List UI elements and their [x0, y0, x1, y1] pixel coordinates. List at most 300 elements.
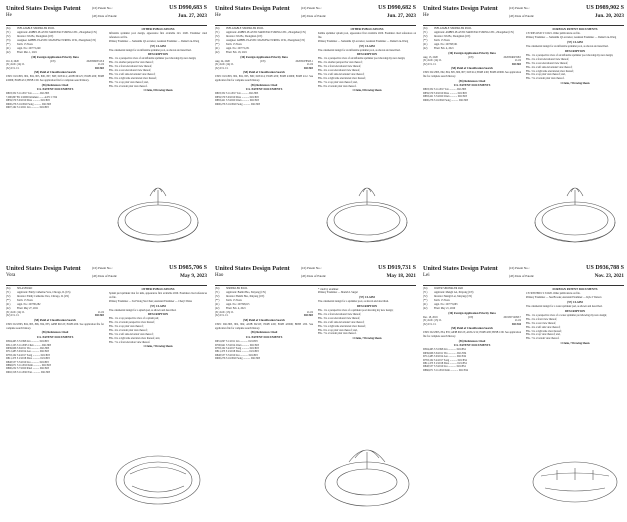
figure-description: FIG. 1 is a perspective view of an inflatable sprinkler pool showing my new design;	[318, 57, 406, 61]
left-column	[215, 287, 313, 515]
description-heading: DESCRIPTION	[356, 52, 378, 57]
us-patent-docs-heading: U.S. PATENT DOCUMENTS	[245, 87, 283, 92]
field-code: (22)	[215, 307, 220, 310]
bib-field	[423, 299, 521, 302]
field-code: (71)	[6, 31, 11, 34]
patent-date-label: (45) Date of Patent:	[92, 274, 118, 278]
field-text: SPRINKLER POOL	[226, 287, 248, 290]
claim-heading: (57) CLAIM	[567, 40, 583, 45]
figure-description: FIG. 7 is a front elevation view thereof.	[109, 340, 151, 344]
patent-title: United States Design Patent	[6, 5, 81, 12]
figure-description: FIG. 6 is a right side elevational view thereof;	[109, 76, 157, 80]
figure-description: FIG. 5 is a left side elevation view thereof;	[109, 332, 154, 336]
left-column	[6, 287, 104, 515]
us-class-value: D21/803	[94, 66, 104, 70]
field-code: (**)	[423, 299, 428, 302]
bib-field	[6, 307, 104, 310]
field-code: (71)	[6, 291, 11, 294]
bib-field	[423, 307, 521, 310]
claim-heading: (57) CLAIM	[567, 300, 583, 305]
search-text: USPC D21/803, 834, 835; A63B 69/125; A63G 9/12; E04H 4/00; B05B 1/00. See application file for complete search history.	[423, 331, 521, 338]
patent-number-label: (10) Patent No.:	[92, 6, 113, 10]
pool-wall	[535, 222, 615, 242]
field-text: Appl. No.: 29/780,282	[17, 303, 41, 306]
left-column	[423, 27, 521, 255]
bib-field	[215, 303, 313, 306]
priority-cell: 202030478563.1	[295, 59, 313, 63]
other-publications-heading: FOREIGN PATENT DOCUMENTS	[552, 287, 598, 292]
pool-inner-ring	[125, 205, 191, 235]
loc-label: (51) LOC (13) Cl.	[215, 311, 234, 314]
patent-date: May 9, 2023	[180, 273, 207, 279]
us-patent-docs-heading: U.S. PATENT DOCUMENTS	[453, 343, 491, 348]
pad-outline	[116, 456, 200, 504]
patent-number-label: (10) Patent No.:	[92, 266, 113, 270]
patent-date-label: (45) Date of Patent:	[92, 14, 118, 18]
patent-number: US D985,706 S	[169, 265, 207, 271]
field-code: (54)	[6, 27, 11, 30]
claim-heading: (57) CLAIM	[150, 303, 166, 308]
field-text: Inventor: Bambi Hao, Xinyang (CN)	[226, 295, 265, 298]
figure-description: FIG. 5 is a left side elevational view thereof;	[109, 72, 156, 76]
field-code: (22)	[6, 51, 11, 54]
us-class-value: D21/803	[303, 314, 313, 318]
figure-description: FIG. 2 is a front view thereof;	[526, 317, 558, 321]
references-heading: (56) References Cited	[41, 82, 69, 87]
search-text: USPC D21/803, 802, 804; A63B 69/125; E04H 4/00; E04H 4/0006; B05B 1/00. See application file for complete search history.	[215, 323, 313, 330]
right-column	[526, 27, 624, 177]
references-heading: (56) References Cited	[250, 82, 278, 87]
figure-description: FIG. 6 is a right side elevation view thereof; and,	[109, 336, 160, 340]
reference-row: D900,276 S 10/2020 Song ........... D21/803	[423, 98, 469, 102]
patent-date-label: (45) Date of Patent:	[509, 274, 535, 278]
patent-number: US D990,683 S	[169, 5, 207, 11]
figure-description: FIG. 1 is a top perspective view of a splash pad;	[109, 317, 159, 321]
patent-date-label: (45) Date of Patent:	[301, 14, 327, 18]
field-text: Appl. No.: 29/768,501	[434, 43, 458, 46]
reference-row: D803,352 S 11/2017 Lin ........... D21/803	[423, 88, 467, 92]
patent-number: US D919,731 S	[378, 265, 416, 271]
reference-row: D394,465 S 5/1998 Lin ............ D21/834	[423, 348, 466, 352]
field-code: (**)	[6, 299, 11, 302]
field-text: Appl. No.: 29/772,251	[226, 47, 250, 50]
bib-field	[215, 47, 313, 50]
claims-sheets-count: 1 Claim, 7 Drawing Sheets	[560, 341, 590, 345]
reference-row: D866,671 S 11/2019 Kim ............ D21/803	[6, 364, 51, 368]
search-heading: (58) Field of Classification Search	[34, 70, 76, 75]
field-text: Filed: Feb. 18, 2021	[226, 51, 247, 54]
figure-description: FIG. 2 is another perspective view thereof;	[109, 61, 154, 65]
priority-heading: (30) Foreign Application Priority Data	[240, 54, 288, 59]
other-publications-text: CN 305678901 S 3/2020. Other publications on file.	[526, 292, 581, 296]
field-code: (**)	[423, 39, 428, 42]
patent-date-label: (45) Date of Patent:	[301, 274, 327, 278]
claim-heading: (57) CLAIM	[150, 43, 166, 48]
patent-number-label: (10) Patent No.:	[509, 6, 530, 10]
description-heading: DESCRIPTION	[147, 52, 169, 57]
other-publications-text: Splash pad sprinkler mat for kids, appearance first available 2020. Examiner cited references on file.	[109, 292, 207, 299]
priority-cell: Dec. 18, 2019	[423, 315, 438, 319]
figure-description: FIG. 1 is a perspective view of a sprinkler pool showing my new design;	[318, 309, 394, 312]
pad-inner-outline	[124, 462, 192, 498]
figure-description: FIG. 5 is a right side elevational view thereof;	[318, 324, 366, 328]
bib-field	[215, 287, 313, 290]
pool-wall	[327, 222, 407, 242]
figure-description: FIG. 4 is a bottom plan view thereof;	[109, 329, 148, 333]
patent-page	[421, 2, 626, 260]
claims-sheets-count: 1 Claim, 7 Drawing Sheets	[560, 81, 590, 85]
bib-field	[215, 299, 313, 302]
figure-description: FIG. 5 is a right side elevational view thereof;	[526, 69, 574, 73]
field-text: INFLATABLE SPRINKLER POOL	[226, 27, 264, 30]
search-text: USPC D21/803, 802, 804, 805, 806; D23/214; E04H 4/00; E04H 4/0006; E04H 4/12. See application file for complete search history.	[215, 75, 313, 82]
other-publications-heading: OTHER PUBLICATIONS	[141, 27, 175, 32]
us-patent-docs-heading: U.S. PATENT DOCUMENTS	[245, 335, 283, 340]
priority-heading: (30) Foreign Application Priority Data	[31, 54, 79, 59]
examiner-text: Primary Examiner — Samantha Q Lawrence; Assistant Examiner — Daniel Liu-Wong	[318, 39, 409, 43]
figure-description: FIG. 4 is a rear elevational view thereof;	[318, 69, 361, 73]
field-code: (**)	[215, 43, 220, 46]
patent-date: Nov. 23, 2021	[594, 273, 624, 279]
bib-field	[215, 51, 313, 54]
reference-row: D900,276 S 10/2020 Song ........... D21/803	[215, 102, 261, 106]
reference-row: D783,102 S 4/2017 Song ........... D21/803	[215, 347, 259, 351]
bib-field	[6, 39, 104, 42]
bib-field	[215, 39, 313, 42]
figure-description: FIG. 2 is another perspective view thereof;	[318, 61, 363, 65]
priority-cell: (CN)	[259, 59, 266, 63]
us-class-label: (52) U.S. Cl.	[215, 314, 229, 318]
field-text: Applicant: AMBEL PLASTIC MANUFACTURING LTD., Zhongshan (CN)	[226, 31, 306, 34]
field-code: (**)	[215, 299, 220, 302]
bib-field	[423, 295, 521, 298]
field-text: Inventor: Wu He, Zhongshan (CN)	[17, 35, 54, 38]
bib-field	[423, 291, 521, 294]
pool-drawing	[110, 440, 206, 516]
sprinkler-arc	[349, 450, 385, 469]
figure-description: FIG. 6 is a right side elevational view thereof;	[318, 76, 366, 80]
loc-value: 21-02	[97, 311, 104, 314]
claim-text: The ornamental design for a splash pad, as shown and described.	[109, 308, 177, 312]
right-column	[526, 287, 624, 437]
field-text: Appl. No.: 29/775,663	[434, 303, 458, 306]
pool-drawing	[527, 440, 623, 516]
field-text: WATER SPRINKLER PAD	[434, 287, 464, 290]
claim-text: The ornamental design for an inflatable sprinkler pool, as shown and described.	[109, 48, 192, 52]
field-code: (72)	[215, 35, 220, 38]
claims-sheets-count: 1 Claim, 7 Drawing Sheets	[352, 337, 382, 341]
patent-number: US D990,682 S	[378, 5, 416, 11]
right-column	[318, 27, 416, 177]
reference-row: D712,485 S 9/2014 Lee ............ D21/834	[423, 355, 466, 359]
inventor-name: Hao	[215, 273, 224, 278]
bib-field	[6, 299, 104, 302]
priority-heading: (30) Foreign Application Priority Data	[448, 50, 496, 55]
other-publications-heading: OTHER PUBLICATIONS	[350, 27, 384, 32]
reference-row: D848,557 S 5/2019 Liu ............ D21/803	[215, 353, 258, 357]
field-code: (54)	[215, 27, 220, 30]
pool-wall	[118, 222, 198, 242]
field-code: (54)	[423, 287, 428, 290]
description-heading: DESCRIPTION	[564, 48, 586, 53]
claim-heading: (57) CLAIM	[359, 43, 375, 48]
bib-field	[6, 31, 104, 34]
pool-drawing	[319, 180, 415, 256]
field-code: (72)	[6, 295, 11, 298]
field-code: (71)	[423, 291, 428, 294]
field-code: (54)	[215, 287, 220, 290]
pool-drawing	[110, 180, 206, 256]
reference-row: D902,318 S 11/2020 Tan ............ D21/803	[6, 370, 51, 374]
field-code: (71)	[215, 291, 220, 294]
reference-row: D907,162 S 1/2021 Lin ............ D21/803	[6, 106, 49, 110]
references-heading: (56) References Cited	[458, 338, 486, 343]
us-class-label: (52) U.S. Cl.	[6, 66, 20, 70]
field-text: Applicant: AMBEL PLASTIC MANUFACTURING LTD., Zhongshan (CN)	[434, 31, 514, 34]
other-publications-text: * cited by examiner	[318, 287, 339, 291]
reference-row: D848,557 S 5/2019 Liu ............ D21/803	[6, 360, 49, 364]
figure-description: FIG. 8 is a bottom plan view thereof.	[109, 84, 148, 88]
reference-row: D639,906 S 6/2011 Wu ............. D21/803	[6, 347, 50, 351]
loc-value: 21-02	[514, 59, 521, 63]
other-publications-text: Inflatable sprinkler pool design, appearance first available Oct. 2020. Examiner cited references on file.	[109, 32, 207, 39]
reference-row: D394,465 S 5/1998 Lin ............ D21/803	[6, 340, 49, 344]
pool-inner-ring	[542, 205, 608, 235]
field-code: (72)	[423, 35, 428, 38]
other-publications-text: CN 306512345 S 5/2021. Other publications on file.	[526, 32, 581, 36]
field-text: Applicant: Bambi Hao, Xinyang (CN)	[226, 291, 266, 294]
field-text: Applicant: Emily Catherine Vora, Chicago, IL (US)	[17, 291, 71, 294]
field-text: Filed: May 21, 2020	[434, 307, 456, 310]
patent-page	[4, 262, 209, 520]
field-text: Inventor: Emily Catherine Vora, Chicago, IL (US)	[17, 295, 69, 298]
examiner-text: Primary Examiner — Sue Brooks; Assistant Examiner — Kyle J Watson	[526, 296, 602, 300]
field-text: Inventor: Wu He, Zhongshan (CN)	[434, 35, 471, 38]
reference-row: D883,421 S 5/2020 Chen ........... D21/803	[423, 95, 467, 99]
priority-cell: Aug. 24, 2020	[215, 59, 230, 63]
field-code: (72)	[215, 295, 220, 298]
field-text: Appl. No.: 29/772,249	[17, 47, 41, 50]
figure-description: FIG. 7 is a top plan view thereof; and,	[109, 80, 149, 84]
right-column	[318, 287, 416, 437]
bib-field	[423, 47, 521, 50]
field-code: (21)	[6, 303, 11, 306]
patent-header	[215, 265, 416, 286]
loc-label: (51) LOC (14) Cl.	[6, 311, 25, 314]
left-column	[215, 27, 313, 255]
us-class-value: D21/834	[511, 322, 521, 326]
figure-description: FIG. 5 is a right side view thereof;	[526, 329, 562, 333]
field-text: Filed: Feb. 4, 2021	[226, 307, 246, 310]
priority-cell: Oct. 9, 2020	[6, 59, 19, 63]
patent-page	[213, 2, 418, 260]
figure-description: FIG. 3 is a rear view thereof;	[526, 321, 557, 325]
claims-sheets-count: 1 Claim, 8 Drawing Sheets	[143, 89, 173, 93]
us-class-value: D21/803	[94, 314, 104, 318]
figure-description: FIG. 8 is a bottom plan view thereof.	[318, 84, 357, 88]
loc-label: (51) LOC (14) Cl.	[6, 63, 25, 67]
search-heading: (58) Field of Classification Search	[34, 318, 76, 323]
field-text: Assignee: AMBEL PLASTIC MANUFACTURING LTD., Zhongshan (CN)	[226, 39, 306, 42]
field-text: Term: 15 Years	[434, 39, 450, 42]
description-heading: DESCRIPTION	[356, 304, 378, 308]
references-heading: (56) References Cited	[41, 330, 69, 335]
patent-page	[4, 2, 209, 260]
us-class-label: (52) U.S. Cl.	[423, 62, 437, 66]
pool-inner-ring	[334, 205, 400, 235]
claim-text: The ornamental design for an inflatable sprinkler pool, as shown and described.	[318, 48, 401, 52]
reference-row: D783,102 S 4/2017 Song ........... D21/803	[6, 353, 50, 357]
patent-header	[423, 5, 624, 26]
reference-row: D811,473 S 2/2018 Zhao ........... D21/803	[215, 350, 259, 354]
claims-sheets-count: 1 Claim, 8 Drawing Sheets	[352, 89, 382, 93]
claim-text: The ornamental design for a water sprinkler pad, as shown and described.	[526, 305, 603, 309]
left-column	[423, 287, 521, 515]
reference-row: D866,671 S 11/2019 Kim ............ D21/834	[423, 368, 468, 372]
reference-row: D859,579 S 9/2019 Zhao ........... D21/803	[215, 95, 259, 99]
references-heading: (56) References Cited	[458, 78, 486, 83]
reference-row: D811,473 S 2/2018 Zhao ........... D21/834	[423, 362, 467, 366]
field-text: Term: 15 Years	[434, 299, 450, 302]
field-text: Applicant: AMBEL PLASTIC MANUFACTURING LTD., Zhongshan (CN)	[17, 31, 97, 34]
field-text: Term: 15 Years	[226, 299, 242, 302]
us-patent-docs-heading: U.S. PATENT DOCUMENTS	[36, 335, 74, 340]
patent-header	[423, 265, 624, 286]
sprinkler-jets	[557, 468, 593, 480]
loc-value: 21-02	[306, 311, 313, 314]
bib-field	[6, 303, 104, 306]
reference-row: D859,579 S 9/2019 Zhao ........... D21/803	[6, 99, 50, 103]
figure-description: FIG. 1 is a perspective view of an inflatable sprinkler pool showing my new design;	[526, 53, 614, 57]
search-text: USPC D21/803, 804, 805, 806, 834, 835; A63B 69/125; E04H 4/00. See application file for complete search history.	[6, 323, 104, 330]
inventor-name: He	[215, 13, 221, 18]
bib-field	[6, 35, 104, 38]
reference-row: D783,102 S 4/2017 Song ........... D21/834	[423, 358, 467, 362]
us-class-value: D21/803	[303, 66, 313, 70]
priority-cell: 202030605313.6	[86, 59, 104, 63]
figure-description: FIG. 4 is a rear elevational view thereof;	[109, 69, 152, 73]
bib-field	[423, 27, 521, 30]
loc-value: 21-02	[306, 63, 313, 67]
figure-description: FIG. 3 is a rear elevational view thereof;	[526, 61, 569, 65]
field-text: Term: 15 Years	[17, 43, 33, 46]
figure-description: FIG. 5 is a left side elevational view thereof;	[318, 72, 365, 76]
bib-field	[6, 43, 104, 46]
field-code: (21)	[6, 47, 11, 50]
field-text: Applicant: Mengli Lei, Xinyang (CN)	[434, 291, 474, 294]
bib-field	[423, 287, 521, 290]
claim-heading: (57) CLAIM	[359, 295, 375, 300]
patent-date-label: (45) Date of Patent:	[509, 14, 535, 18]
reference-row: D803,352 S 11/2017 Lin ........... D21/803	[215, 92, 259, 96]
reference-row: D512,105 S 11/2005 Chen ........... D21/803	[6, 343, 52, 347]
examiner-text: Primary Examiner — Samantha Q Lawrence; Assistant Examiner — Daniel Liu-Wong	[109, 39, 200, 43]
pad-pattern	[130, 467, 186, 492]
inventor-name: He	[423, 13, 429, 18]
bib-field	[423, 35, 521, 38]
bib-field	[6, 287, 104, 290]
figure-description: FIG. 7 is a bottom view thereof.	[526, 337, 560, 341]
reference-row: 7,000,867 B1 2/2006 Delamere ....... A47C 17/64	[6, 95, 58, 99]
bib-field	[215, 307, 313, 310]
field-text: Inventor: Mengli Lei, Xinyang (CN)	[434, 295, 472, 298]
loc-value: 21-02	[97, 63, 104, 67]
field-code: (22)	[423, 47, 428, 50]
references-heading: (56) References Cited	[250, 330, 278, 335]
pool-drawing	[319, 440, 415, 516]
field-text: Term: 15 Years	[17, 299, 33, 302]
bib-field	[215, 35, 313, 38]
figure-description: FIG. 4 is a left side elevational view thereof;	[526, 65, 573, 69]
reference-row: D700,941 S 3/2014 Chen ........... D21/803	[215, 343, 259, 347]
field-code: (21)	[215, 47, 220, 50]
figure-description: FIG. 4 is a left side elevational view thereof;	[318, 320, 365, 324]
field-code: (73)	[215, 39, 220, 42]
reference-row: D631,097 S 1/2011 Lin ............ D21/803	[215, 340, 258, 344]
patent-header	[6, 265, 207, 286]
us-class-label: (52) U.S. Cl.	[423, 322, 437, 326]
bib-field	[215, 291, 313, 294]
field-text: Inventor: Wu He, Zhongshan (CN)	[226, 35, 263, 38]
field-code: (22)	[423, 307, 428, 310]
figure-description: FIG. 6 is a top view thereof; and,	[526, 333, 561, 337]
search-heading: (58) Field of Classification Search	[243, 70, 285, 75]
loc-label: (51) LOC (14) Cl.	[423, 59, 442, 63]
patent-header	[215, 5, 416, 26]
figure-description: FIG. 7 is a top plan view thereof; and,	[318, 80, 358, 84]
inventor-name: He	[6, 13, 12, 18]
loc-value: 21-02	[514, 319, 521, 323]
field-code: (21)	[423, 303, 428, 306]
bib-field	[215, 43, 313, 46]
patent-title: United States Design Patent	[215, 265, 290, 272]
field-text: INFLATABLE SPRINKLER POOL	[17, 27, 55, 30]
description-heading: DESCRIPTION	[564, 308, 586, 313]
reference-row: D712,485 S 9/2014 Lee ............ D21/803	[6, 350, 49, 354]
us-patent-docs-heading: U.S. PATENT DOCUMENTS	[453, 83, 491, 88]
left-column	[6, 27, 104, 255]
other-publications-heading: FOREIGN PATENT DOCUMENTS	[552, 27, 598, 32]
field-code: (21)	[423, 43, 428, 46]
examiner-text: Primary Examiner — Samantha Q Lawrence; Assistant Examiner — Daniel Liu-Wong	[526, 36, 617, 40]
reference-row: D900,276 S 10/2020 Song ........... D21/803	[215, 357, 261, 361]
reference-row: D883,421 S 5/2020 Chen ........... D21/803	[215, 99, 259, 103]
inventor-name: Vora	[6, 273, 16, 278]
patent-title: United States Design Patent	[6, 265, 81, 272]
examiner-text: Primary Examiner — Ted Wong Siu Chun; Assistant Examiner — Cheryl Weiss	[109, 299, 193, 303]
inventor-name: Lei	[423, 273, 430, 278]
priority-cell: (CN)	[49, 59, 56, 63]
bib-field	[215, 27, 313, 30]
field-code: (72)	[6, 35, 11, 38]
field-code: (22)	[6, 307, 11, 310]
bib-field	[423, 39, 521, 42]
figure-description: FIG. 1 is a perspective view of a water sprinkler pad showing my new design;	[526, 313, 607, 317]
field-code: (54)	[6, 287, 11, 290]
figure-description: FIG. 2 is a front elevational view thereof;	[526, 57, 570, 61]
loc-label: (51) LOC (13) Cl.	[423, 319, 442, 323]
priority-cell: (CN)	[467, 55, 474, 59]
field-code: (21)	[215, 303, 220, 306]
priority-cell: 201930712093.7	[503, 315, 521, 319]
bib-field	[6, 27, 104, 30]
patent-page	[421, 262, 626, 520]
field-code: (71)	[215, 31, 220, 34]
search-heading: (58) Field of Classification Search	[243, 318, 285, 323]
patent-date: Jun. 27, 2023	[386, 13, 416, 19]
patent-number: US D989,902 S	[586, 5, 624, 11]
figure-description: FIG. 6 is a top plan view thereof; and,	[526, 73, 566, 77]
